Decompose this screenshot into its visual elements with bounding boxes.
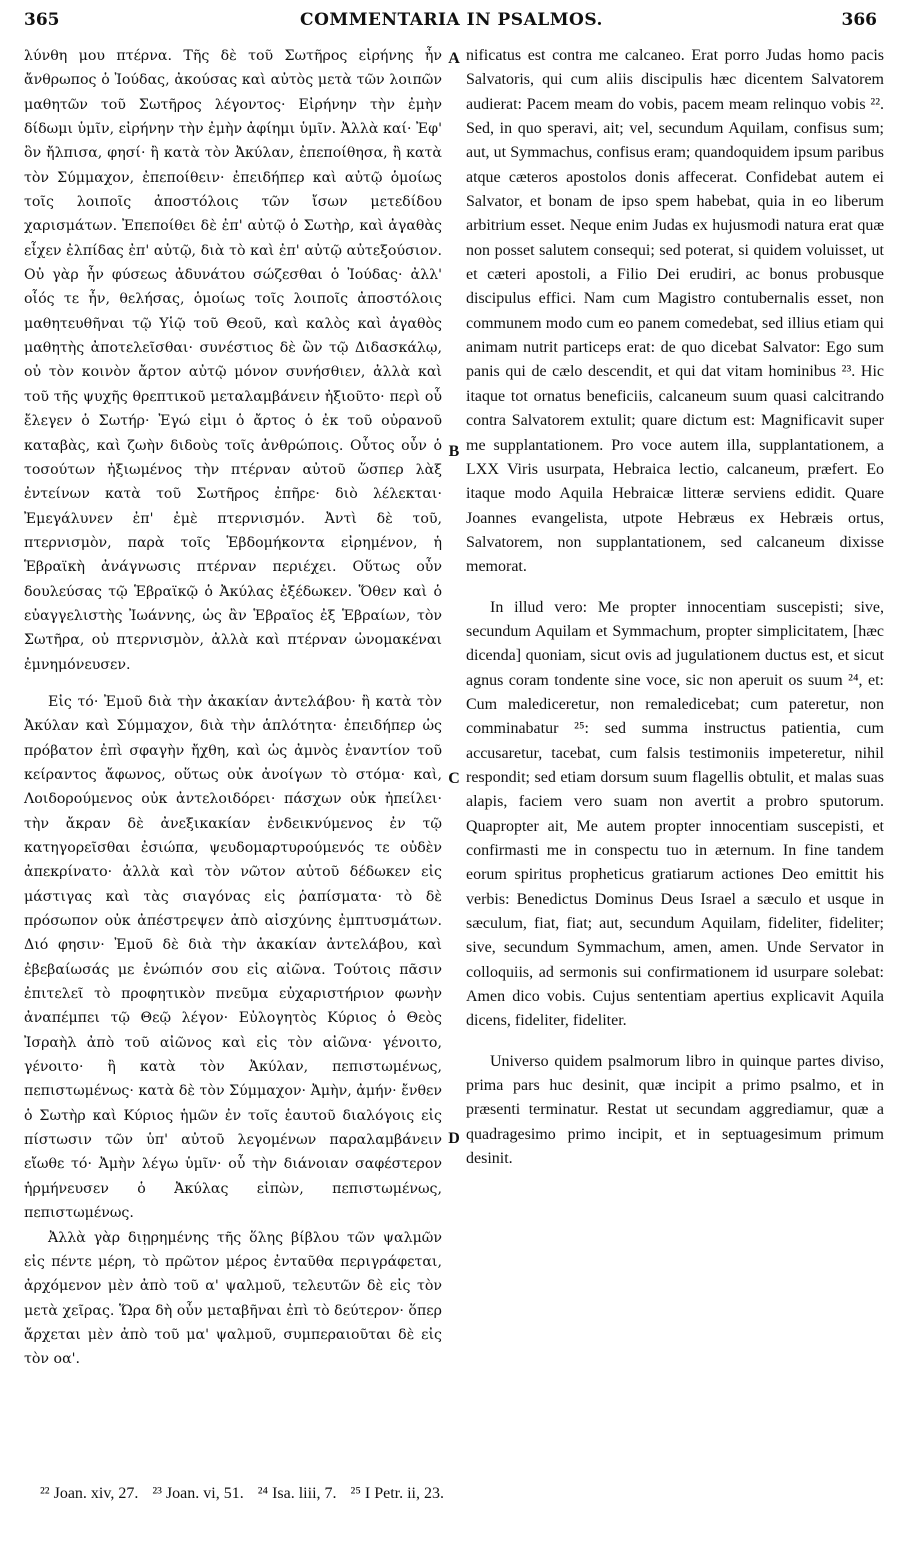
margin-marker-b: B bbox=[448, 443, 460, 460]
footnotes bbox=[40, 1485, 890, 1503]
margin-marker-c: C bbox=[448, 770, 460, 787]
latin-paragraph-3: Universo quidem psalmorum libro in quinque partes diviso, prima pars huc desinit, quæ incipit a primo psalmo, et in præsenti terminatur. Restat ut secundam aggrediamur, quæ a quadragesimo primo incipit, et in septuagesimum primum desinit. bbox=[466, 1052, 884, 1168]
greek-paragraph-2: Εἰς τό· Ἐμοῦ διὰ τὴν ἀκακίαν ἀντελάβου· ἢ κατὰ τὸν Ἀκύλαν καὶ Σύμμαχον, διὰ τὴν ἁπλότητα· ἐπειδήπερ ὡς πρόβατον ἐπὶ σφαγὴν ἤχθη, καὶ ὡς ἀμνὸς ἐναντίον τοῦ κείραντος ἄφωνος, οὕτως οὐκ ἀνοίγων τὸ στόμα· καὶ, Λοιδορούμενος οὐκ ἀντελοιδόρει· πάσχων οὐκ ἠπείλει· τὴν ἄκραν δὲ ἀνεξικακίαν ἐνδεικνύμενος ἐν τῷ κατηγορεῖσθαι ἐσιώπα, ψευδομαρτυρούμενός τε οὐδὲν ἀπεκρίνατο· ἀλλὰ καὶ τὸν νῶτον αὐτοῦ δέδωκεν εἰς μάστιγας καὶ τὰς σιαγόνας εἰς ῥαπίσματα· τὸ δὲ πρόσωπον οὐκ ἀπέστρεψεν ἀπὸ αἰσχύνης ἐμπτυσμάτων. Διό φησιν· Ἐμοῦ δὲ διὰ τὴν ἀκακίαν ἀντελάβου, καὶ ἐβεβαίωσάς με ἐνώπιόν σου εἰς αἰῶνα. Τούτοις πᾶσιν ἐπιτελεῖ τὸ προφητικὸν πνεῦμα εὐχαριστήριον φωνὴν ἀναπέμπει τῷ Θεῷ λέγον· Εὐλογητὸς Κύριος ὁ Θεὸς Ἰσραὴλ ἀπὸ τοῦ αἰῶνος καὶ εἰς τὸν αἰῶνα· γένοιτο, γένοιτο· ἢ κατὰ τὸν Ἀκύλαν, πεπιστωμένως, πεπιστωμένως· κατὰ δὲ τὸν Σύμμαχον· Ἀμὴν, ἀμήν· ἔνθεν ὁ Σωτὴρ καὶ Κύριος ἡμῶν ἐν τοῖς ἑαυτοῦ διαλόγοις εἰς πίστωσιν τῶν ὑπ' αὐτοῦ λεγομένων παραλαμβάνειν εἴωθε τό· Ἀμὴν λέγω ὑμῖν· οὗ τὴν διάνοιαν σαφέστερον ἡρμήνευσεν ὁ Ἀκύλας εἰπὼν, πεπιστωμένως, πεπιστωμένως. bbox=[24, 693, 442, 1222]
latin-paragraph-1: nificatus est contra me calcaneo. Erat porro Judas homo pacis Salvatoris, qui cum aliis discipulis hæc dicentem Salvatorem audierat: Pacem meam do vobis, pacem meam relinquo vobis ²². Sed, in quo speravi, ait; vel, secundum Aquilam, confisus sum; aut, ut Symmachus, confisus eram; quandoquidem ipsum paribus atque cæteros apostolos donis affecerat. Confidebat autem ei Salvator, et bonam de ipso spem habebat, quia in eo liberum arbitrium esset. Neque enim Judas ex hujusmodi natura erat quæ non posset salutem consequi; sed poterat, si quidem voluisset, ut et cæteri apostoli, a Filio Dei erudiri, ac bonus probusque discipulus effici. Nam cum Magistro contubernalis esset, non communem modo cum eo panem comedebat, sed illius etiam qui animam nutrit particeps erat: de quo dicebat Salvator: Ego sum panis qui de cælo descendit, et qui dat vitam hominibus ²³. Hic itaque tot ornatus beneficiis, calcaneum suum quasi calcitrando contra Salvatorem extulit; quare dictum est: Magnificavit super me supplantationem. Pro voce autem illa, supplantationem, a LXX Viris usurpata, Hebraica lectio, calcaneum, præfert. Eo itaque modo Aquila Hebraicæ litteræ serviens edidit. Quare Joannes evangelista, utpote Hebræus ex Hebræis ortus, Salvatorem, non supplantationem, sed calcaneum dixisse memorat. bbox=[466, 47, 884, 576]
footnote-25: ²⁵ I Petr. ii, 23. bbox=[350, 1485, 444, 1502]
latin-column bbox=[466, 44, 884, 1171]
margin-marker-d: D bbox=[448, 1130, 460, 1147]
latin-paragraph-2: In illud vero: Me propter innocentiam suscepisti; sive, secundum Aquilam et Symmachum, propter simplicitatem, [hæc dicenda] quoniam, sicut ovis ad jugulationem ductus est, et sicut agnus coram tondente sine voce, sic non aperuit os suum ²⁴, et: Cum malediceretur, non remaledicebat; cum pateretur, non comminabatur ²⁵: sed summa instructus patientia, cum accusaretur, tacebat, cum falsis testimoniis impeteretur, nihil respondit; sed etiam dorsum suum flagellis obtulit, et malas suas alapis, faciem vero suam non avertit a probro sputorum. Quapropter ait, Me autem propter innocentiam suscepisti, et confirmasti me in conspectu tuo in æternum. In fine tandem eorum spiritus propheticus gratiarum actiones Deo emittit his verbis: Benedictus Dominus Deus Israel a sæculo et usque in sæculum, fiat, fiat; aut, secundum Aquilam, fideliter, fideliter; sive, secundum Symmachum, amen, amen. Unde Servator in colloquiis, ad sermonis sui confirmationem id usurpare solebat: Amen dico vobis. Cujus sententiam apertius explicavit Aquila dicens, fideliter, fideliter. bbox=[466, 598, 884, 1030]
footnote-24: ²⁴ Isa. liii, 7. bbox=[257, 1485, 337, 1502]
greek-paragraph-1: λύνθη μου πτέρνα. Τῆς δὲ τοῦ Σωτῆρος εἰρήνης ἦν ἄνθρωπος ὁ Ἰούδας, ἀκούσας καὶ αὐτὸς μετὰ τῶν λοιπῶν μαθητῶν τοῦ Σωτῆρος λέγοντος· Εἰρήνην τὴν ἐμὴν δίδωμι ὑμῖν, εἰρήνην τὴν ἐμὴν ἀφίημι ὑμῖν. Ἀλλὰ καί· Ἐφ' ὃν ἤλπισα, φησί· ἢ κατὰ τὸν Ἀκύλαν, ἐπεποίθησα, ἢ κατὰ τὸν Σύμμαχον, ἐπεποίθειν· ἐπειδήπερ καὶ αὐτῷ ὁμοίως τοῖς λοιποῖς ἀποστόλοις τῶν ἴσων μετεδίδου χαρισμάτων. Ἐπεποίθει δὲ ἐπ' αὐτῷ ὁ Σωτὴρ, καὶ ἀγαθὰς εἶχεν ἐλπίδας ἐπ' αὐτῷ, διὰ τὸ καὶ ἐπ' αὐτῷ αὐτεξούσιον. Οὐ γὰρ ἦν φύσεως ἀδυνάτου σώζεσθαι ὁ Ἰούδας· ἀλλ' οἷός τε ἦν, θελήσας, ὁμοίως τοῖς λοιποῖς ἀποστόλοις μαθητευθῆναι τῷ Υἱῷ τοῦ Θεοῦ, καὶ καλὸς καὶ ἀγαθὸς μαθητὴς ἀποτελεῖσθαι· συνέστιος δὲ ὢν τῷ Διδασκάλῳ, οὐ τὸν κοινὸν ἄρτον αὐτῷ μόνον συνήσθιεν, ἀλλὰ καὶ τοῦ τῆς ψυχῆς θρεπτικοῦ μεταλαμβάνειν ἠξιοῦτο· περὶ οὗ ἔλεγεν ὁ Σωτήρ· Ἐγώ εἰμι ὁ ἄρτος ὁ ἐκ τοῦ οὐρανοῦ καταβὰς, καὶ ζωὴν διδοὺς τοῖς ἀνθρώποις. Οὗτος οὖν ὁ τοσούτων ἠξιωμένος τὴν πτέρναν αὐτοῦ ὥσπερ λὰξ ἐντείνων κατὰ τοῦ Σωτῆρος ἐπῆρε· διὸ λέλεκται· Ἐμεγάλυνεν ἐπ' ἐμὲ πτερνισμόν. Ἀντὶ δὲ τοῦ, πτερνισμὸν, παρὰ τοῖς Ἑβδομήκοντα εἰρημένον, ἡ Ἑβραϊκὴ ἀνάγνωσις πτέρναν περιέχει. Οὕτως οὖν δουλεύσας τῷ Ἑβραϊκῷ ὁ Ἀκύλας ἐξέδωκεν. Ὅθεν καὶ ὁ εὐαγγελιστὴς Ἰωάννης, ὡς ἂν Ἑβραῖος ἐξ Ἑβραίων, τὸν Σωτῆρα, οὐ πτερνισμὸν, ἀλλὰ καὶ πτέρναν ὠνομακέναι ἐμνημόνευσεν. bbox=[24, 48, 442, 673]
running-title: COMMENTARIA IN PSALMOS. bbox=[300, 10, 603, 30]
page-header bbox=[0, 0, 903, 40]
greek-paragraph-3: Ἀλλὰ γὰρ διῃρημένης τῆς ὅλης βίβλου τῶν ψαλμῶν εἰς πέντε μέρη, τὸ πρῶτον μέρος ἐνταῦθα περιγράφεται, ἀρχόμενον μὲν ἀπὸ τοῦ α' ψαλμοῦ, τελευτῶν δὲ εἰς τὸν μετὰ χεῖρας. Ὥρα δὴ οὖν μεταβῆναι ἐπὶ τὸ δεύτερον· ὅπερ ἄρχεται μὲν ἀπὸ τοῦ μα' ψαλμοῦ, συμπεραιοῦται δὲ εἰς τὸν οα'. bbox=[24, 1229, 442, 1368]
page-number-right: 366 bbox=[841, 10, 877, 30]
margin-marker-a: A bbox=[448, 50, 460, 67]
page-number-left: 365 bbox=[24, 10, 60, 30]
greek-column bbox=[24, 44, 442, 1372]
footnote-23: ²³ Joan. vi, 51. bbox=[152, 1485, 244, 1502]
footnote-22: ²² Joan. xiv, 27. bbox=[40, 1485, 139, 1502]
